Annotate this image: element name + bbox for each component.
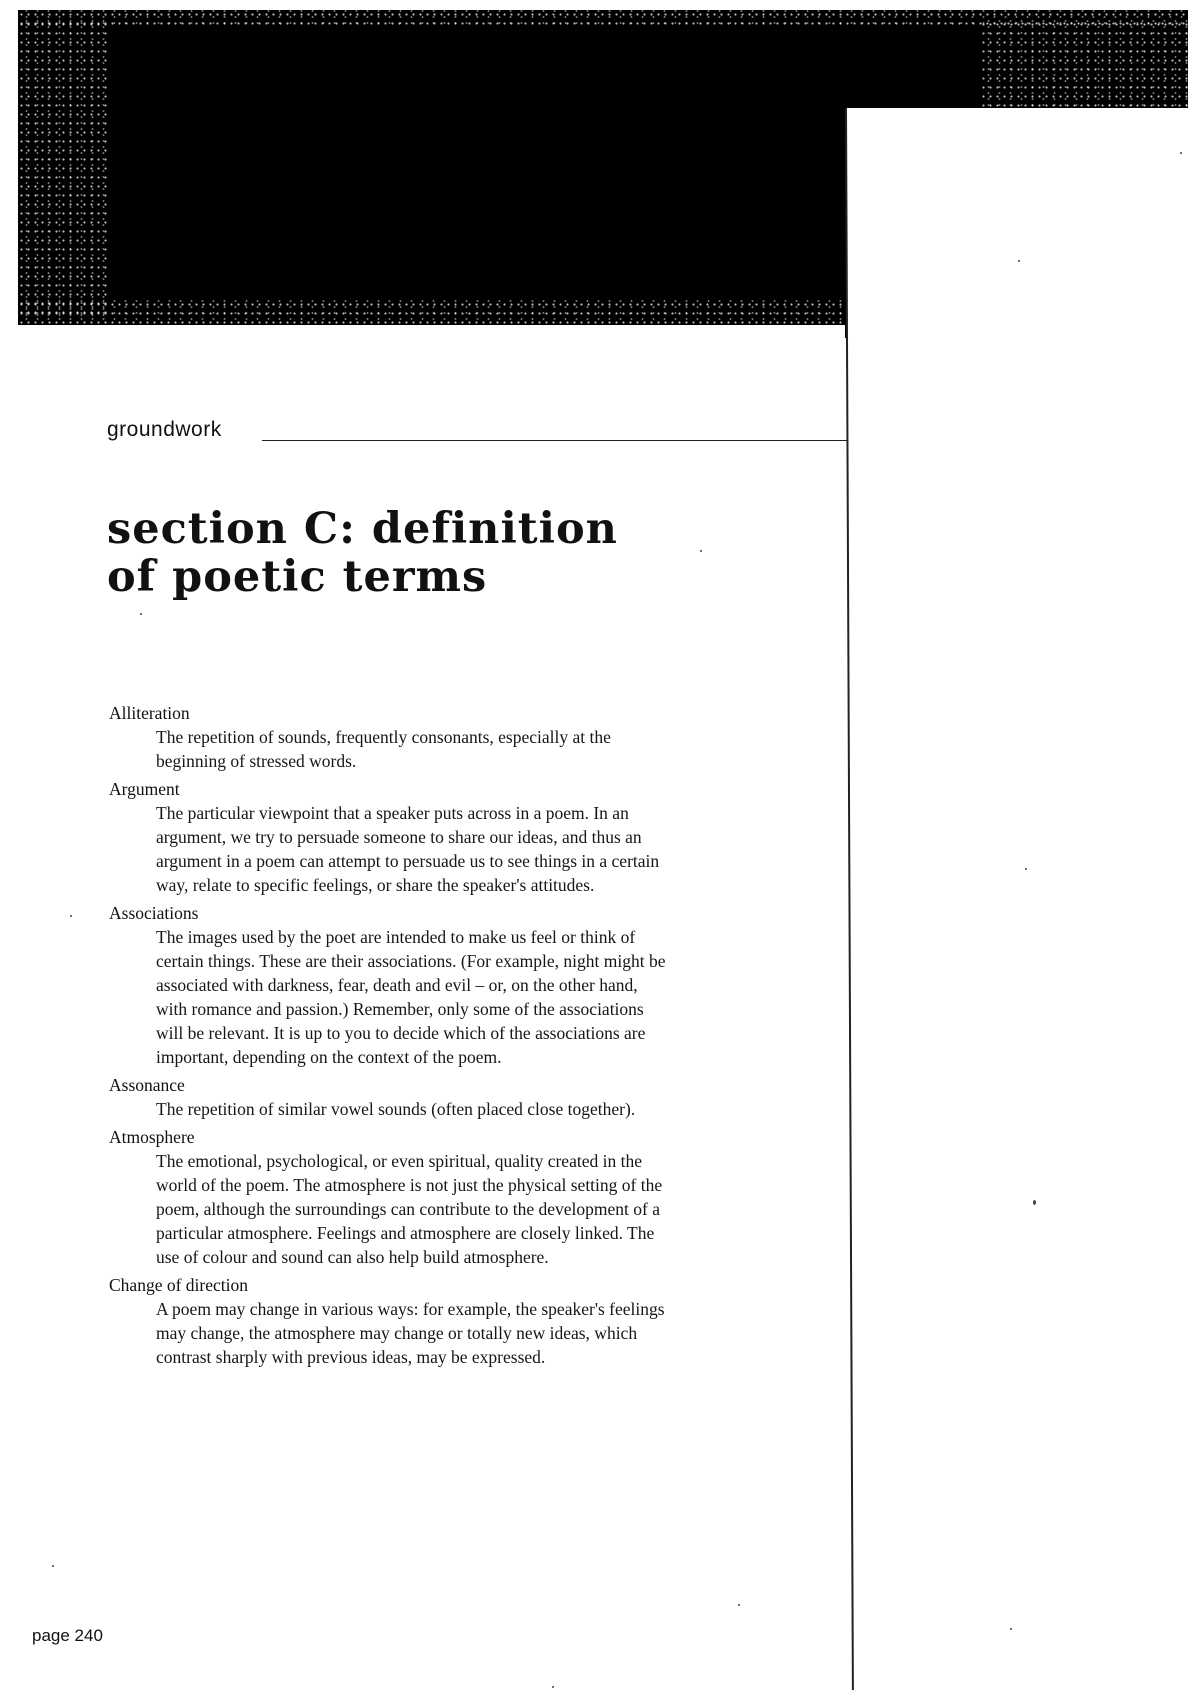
title-line-1: section C: definition [107, 504, 618, 554]
page-fold-notch [845, 108, 1200, 338]
scan-dot [1025, 868, 1027, 870]
scan-dot [1180, 152, 1182, 154]
page-title [107, 505, 727, 601]
title-line-2: of poetic terms [107, 552, 488, 602]
term-heading: Change of direction [109, 1275, 248, 1295]
glossary-entry-alliteration [109, 702, 669, 773]
scan-dot [1010, 1628, 1012, 1630]
glossary-list [109, 702, 669, 1374]
term-heading: Atmosphere [109, 1127, 195, 1147]
term-definition: The particular viewpoint that a speaker puts across in a poem. In an argument, we try to persuade someone to share our ideas, and thus an argument in a poem can attempt to persuade us to see things in a certain way, relate to specific feelings, or share the speaker's attitudes. [156, 803, 660, 895]
glossary-entry-change-of-direction [109, 1274, 669, 1369]
scan-dot [52, 1565, 54, 1567]
term-heading: Assonance [109, 1075, 185, 1095]
section-rule [262, 440, 847, 441]
scan-noise [18, 300, 848, 324]
term-definition: The repetition of similar vowel sounds (often placed close together). [156, 1099, 636, 1119]
scan-noise [980, 20, 1188, 115]
glossary-entry-assonance [109, 1074, 669, 1121]
section-label: groundwork [107, 418, 222, 441]
term-heading: Argument [109, 779, 180, 799]
term-definition: The emotional, psychological, or even spiritual, quality created in the world of the poem. The atmosphere is not just the physical setting of the poem, although the surroundings can contribute to the development of a particular atmosphere. Feelings and atmosphere are closely linked. The use of colour and sound can also help build atmosphere. [156, 1151, 663, 1267]
scan-dot [140, 613, 142, 615]
scan-noise [18, 20, 108, 320]
page-number: page 240 [32, 1626, 103, 1645]
term-definition: The repetition of sounds, frequently consonants, especially at the beginning of stressed words. [156, 727, 611, 771]
scan-dot [1033, 1200, 1036, 1205]
scan-dot [738, 1604, 740, 1606]
scan-dot [552, 1686, 554, 1688]
glossary-entry-atmosphere [109, 1126, 669, 1269]
glossary-entry-argument [109, 778, 669, 897]
term-definition: The images used by the poet are intended to make us feel or think of certain things. These are their associations. (For example, night might be associated with darkness, fear, death and evil – or, on the other hand, with romance and passion.) Remember, only some of the associations will be relevant. It is up to you to decide which of the associations are important, depending on the context of the poem. [156, 927, 666, 1067]
scan-dot [1018, 260, 1020, 262]
term-heading: Associations [109, 903, 199, 923]
term-definition: A poem may change in various ways: for example, the speaker's feelings may change, the atmosphere may change or totally new ideas, which contrast sharply with previous ideas, may be expressed. [156, 1299, 665, 1367]
term-heading: Alliteration [109, 703, 190, 723]
scan-dot [70, 915, 72, 917]
page-fold-line [845, 108, 854, 1690]
glossary-entry-associations [109, 902, 669, 1069]
